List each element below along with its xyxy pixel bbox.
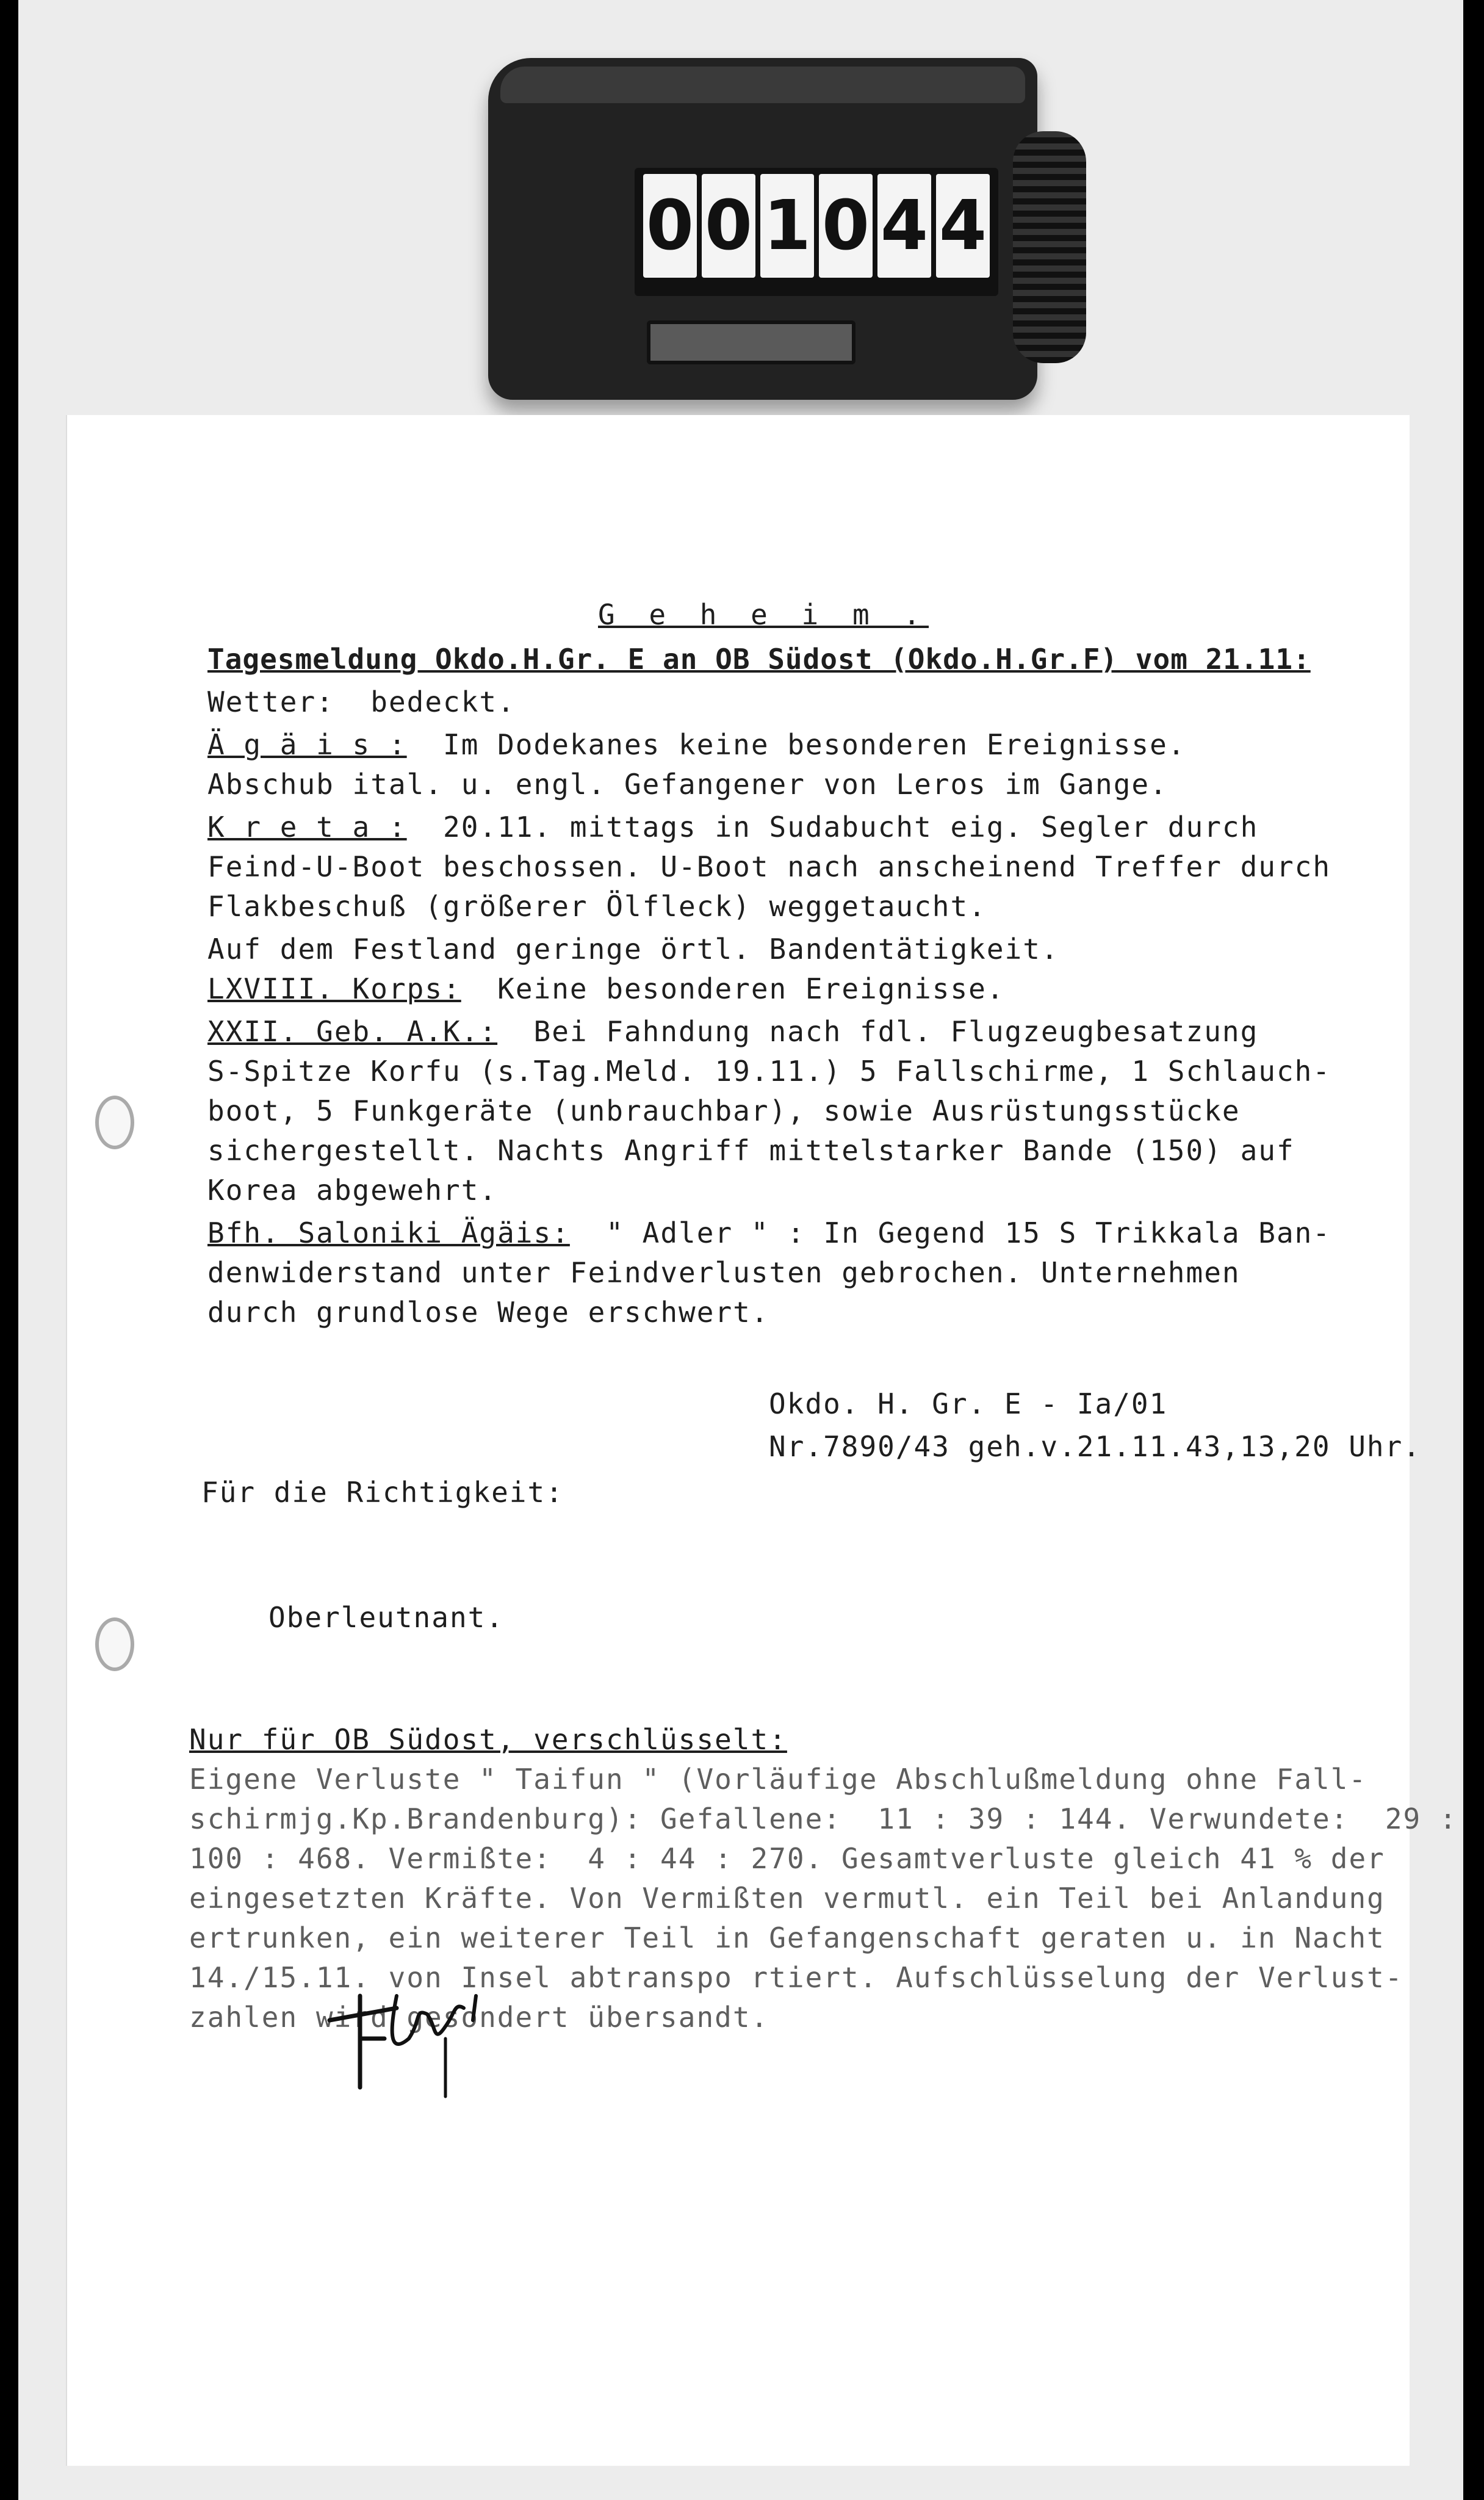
- report-line: [207, 726, 1186, 763]
- secret-line: 14./15.11. von Insel abtranspo rtiert. Aufschlüsselung der Verlust-: [189, 1961, 1403, 1994]
- section-label: LXVIII. Korps:: [207, 972, 461, 1005]
- punch-hole: [95, 1617, 134, 1671]
- line-text: S-Spitze Korfu (s.Tag.Meld. 19.11.) 5 Fallschirme, 1 Schlauch-: [207, 1055, 1331, 1088]
- secret-line: 100 : 468. Vermißte: 4 : 44 : 270. Gesamtverluste gleich 41 % der: [189, 1842, 1385, 1875]
- secret-line: zahlen wird gesondert übersandt.: [189, 2001, 769, 2034]
- counter-slot: [647, 320, 855, 364]
- line-text: Bei Fahndung nach fdl. Flugzeugbesatzung: [497, 1015, 1259, 1048]
- counter-digit: 1: [760, 174, 814, 278]
- certification-label: Für die Richtigkeit:: [201, 1476, 564, 1509]
- section-label: Ä g ä i s :: [207, 728, 407, 761]
- secret-line: eingesetzten Kräfte. Von Vermißten vermutl. ein Teil bei Anlandung: [189, 1882, 1385, 1915]
- counter-digit: 0: [819, 174, 873, 278]
- report-line: [207, 1093, 1241, 1129]
- document-page: [67, 415, 1458, 2466]
- report-line: [207, 931, 1059, 967]
- secret-line: Eigene Verluste " Taifun " (Vorläufige Abschlußmeldung ohne Fall-: [189, 1763, 1367, 1796]
- report-line: [207, 684, 516, 720]
- report-line: [207, 809, 1258, 845]
- signer-rank: Oberleutnant.: [268, 1601, 505, 1634]
- section-label: XXII. Geb. A.K.:: [207, 1015, 498, 1048]
- report-line: [207, 970, 1005, 1007]
- film-edge-right: [1463, 0, 1484, 2500]
- report-line: [207, 848, 1331, 885]
- line-text: Im Dodekanes keine besonderen Ereignisse.: [406, 728, 1186, 761]
- counter-digit: 4: [936, 174, 990, 278]
- line-text: Auf dem Festland geringe örtl. Bandentätigkeit.: [207, 933, 1059, 966]
- report-line: [207, 1013, 1258, 1050]
- counter-digit: 0: [643, 174, 697, 278]
- line-text: Flakbeschuß (größerer Ölfleck) weggetaucht.: [207, 890, 987, 923]
- line-text: boot, 5 Funkgeräte (unbrauchbar), sowie Ausrüstungsstücke: [207, 1094, 1241, 1127]
- film-edge-left: [0, 0, 18, 2500]
- line-text: Feind-U-Boot beschossen. U-Boot nach anscheinend Treffer durch: [207, 850, 1331, 883]
- report-line: [207, 766, 1168, 803]
- counter-knob: [1013, 131, 1086, 363]
- report-line: [207, 888, 987, 925]
- section-label: Bfh. Saloniki Ägäis:: [207, 1216, 570, 1249]
- section-label: K r e t a :: [207, 811, 407, 844]
- line-text: Korea abgewehrt.: [207, 1174, 498, 1207]
- report-line: [207, 1215, 1331, 1251]
- report-header: Tagesmeldung Okdo.H.Gr. E an OB Südost (Okdo.H.Gr.F) vom 21.11:: [207, 643, 1311, 676]
- line-text: Abschub ital. u. engl. Gefangener von Leros im Gange.: [207, 768, 1168, 801]
- line-text: durch grundlose Wege erschwert.: [207, 1296, 769, 1329]
- counter-digits: [635, 168, 998, 296]
- secret-line: schirmjg.Kp.Brandenburg): Gefallene: 11 : 39 : 144. Verwundete: 29 :: [189, 1802, 1458, 1835]
- report-line: [207, 1294, 769, 1331]
- line-text: Wetter: bedeckt.: [207, 685, 516, 718]
- signature: [323, 1971, 488, 2100]
- reference-line: Nr.7890/43 geh.v.21.11.43,13,20 Uhr.: [769, 1430, 1421, 1463]
- document-title: G e h e i m .: [598, 598, 929, 631]
- secret-line: ertrunken, ein weiterer Teil in Gefangenschaft geraten u. in Nacht: [189, 1921, 1385, 1954]
- line-text: denwiderstand unter Feindverlusten gebrochen. Unternehmen: [207, 1256, 1241, 1289]
- secret-header: Nur für OB Südost, verschlüsselt:: [189, 1723, 787, 1756]
- punch-hole: [95, 1096, 134, 1149]
- report-line: [207, 1254, 1241, 1291]
- line-text: 20.11. mittags in Sudabucht eig. Segler durch: [406, 811, 1259, 844]
- line-text: sichergestellt. Nachts Angriff mittelstarker Bande (150) auf: [207, 1134, 1295, 1167]
- line-text: " Adler " : In Gegend 15 S Trikkala Ban-: [569, 1216, 1331, 1249]
- report-line: [207, 1172, 497, 1208]
- frame-counter: [488, 58, 1086, 400]
- reference-line: Okdo. H. Gr. E - Ia/01: [769, 1387, 1168, 1420]
- line-text: Keine besonderen Ereignisse.: [461, 972, 1005, 1005]
- report-line: [207, 1132, 1295, 1169]
- counter-digit: 4: [877, 174, 931, 278]
- report-line: [207, 1053, 1331, 1089]
- counter-digit: 0: [702, 174, 755, 278]
